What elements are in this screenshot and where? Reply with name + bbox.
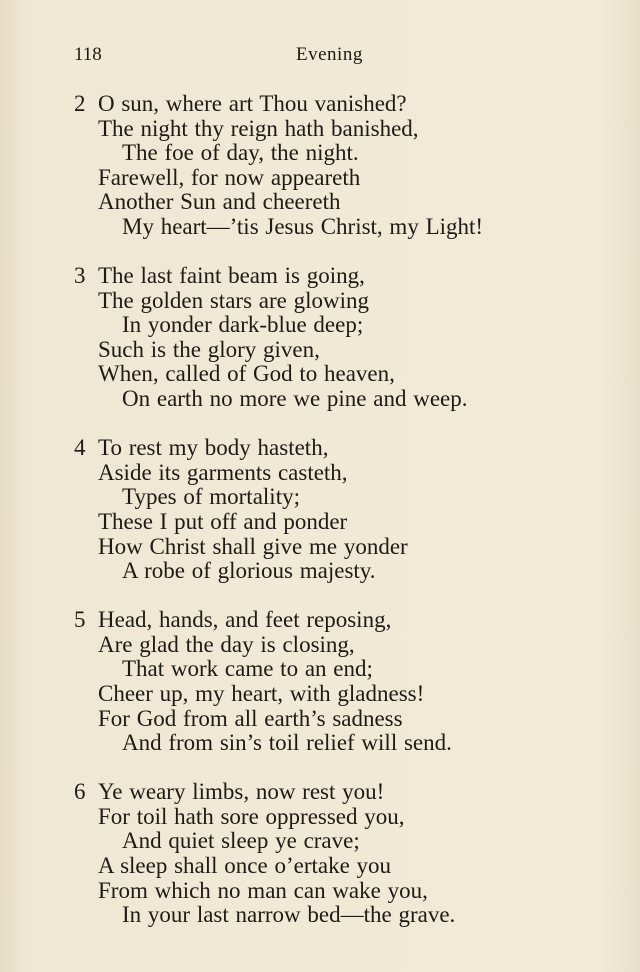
verse-line: For toil hath sore oppressed you,	[98, 803, 405, 829]
verse-line: When, called of God to heaven,	[98, 361, 395, 387]
verse-line: Cheer up, my heart, with gladness!	[98, 680, 425, 706]
verse-line: And quiet sleep ye crave;	[122, 828, 360, 854]
verse-line: These I put off and ponder	[98, 508, 348, 534]
verse-line: Farewell, for now appeareth	[98, 164, 361, 190]
verse-line: A robe of glorious majesty.	[122, 558, 376, 584]
stanza-4	[74, 436, 594, 584]
verse-line: Head, hands, and feet reposing,	[98, 607, 392, 633]
page-number: 118	[74, 44, 102, 65]
verse-line: In yonder dark-blue deep;	[122, 312, 364, 338]
stanza-number: 4	[74, 435, 86, 461]
verse-line: Such is the glory given,	[98, 336, 320, 362]
stanza-5	[74, 608, 594, 756]
verse-line: The night thy reign hath banished,	[98, 115, 419, 141]
verse-line: The last faint beam is going,	[98, 263, 365, 289]
stanza-number: 2	[74, 91, 86, 116]
page-header	[74, 44, 594, 72]
verse-line: How Christ shall give me yonder	[98, 533, 408, 559]
verse-line: Aside its garments casteth,	[98, 459, 348, 485]
verse-line: To rest my body hasteth,	[98, 435, 329, 461]
stanza-number: 3	[74, 263, 86, 289]
verse-line: In your last narrow bed—the grave.	[122, 902, 456, 928]
verse-line: On earth no more we pine and weep.	[122, 386, 468, 412]
verse-line: And from sin’s toil relief will send.	[122, 730, 452, 756]
verse-line: The foe of day, the night.	[122, 140, 359, 166]
verse-line: From which no man can wake you,	[98, 877, 428, 903]
verse-line: Are glad the day is closing,	[98, 631, 355, 657]
verse-line: Another Sun and cheereth	[98, 189, 341, 215]
verse-line: That work came to an end;	[122, 656, 373, 682]
verse-line: O sun, where art Thou vanished?	[98, 91, 407, 116]
stanza-6	[74, 780, 594, 928]
verse-line: For God from all earth’s sadness	[98, 705, 403, 731]
stanza-3	[74, 264, 594, 412]
running-title: Evening	[296, 44, 363, 65]
verse-line: Types of mortality;	[122, 484, 300, 510]
verse-line: Ye weary limbs, now rest you!	[98, 779, 385, 805]
verse-line: A sleep shall once o’ertake you	[98, 853, 392, 879]
stanza-2	[74, 92, 594, 240]
verse-line: The golden stars are glowing	[98, 287, 369, 313]
stanza-number: 5	[74, 607, 86, 633]
stanza-number: 6	[74, 779, 86, 805]
hymn-verses	[74, 92, 594, 952]
verse-line: My heart—’tis Jesus Christ, my Light!	[122, 213, 484, 239]
